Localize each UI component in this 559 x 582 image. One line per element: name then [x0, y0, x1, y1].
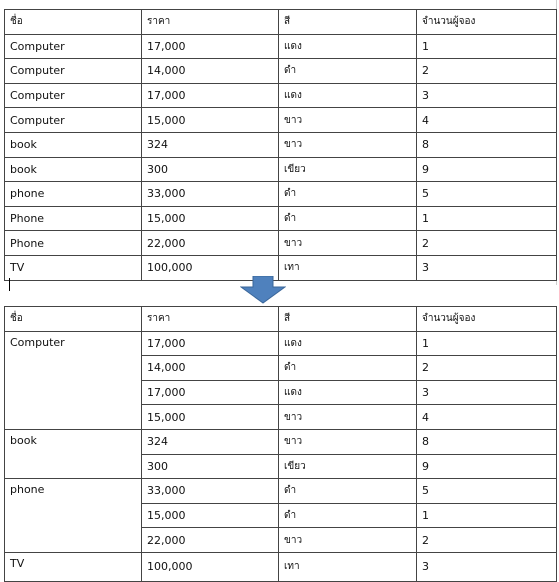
color-cell: ขาว [279, 231, 417, 256]
header-cell: ชื่อ [5, 307, 142, 332]
color-cell: เขียว [279, 454, 417, 479]
header-cell: ชื่อ [5, 10, 142, 35]
before-header-row [5, 10, 557, 35]
table-row [5, 231, 557, 256]
header-cell: สี [279, 10, 417, 35]
color-cell: เทา [279, 255, 417, 280]
color-cell: ดำ [279, 356, 417, 381]
color-cell: ขาว [279, 528, 417, 553]
color-cell: เทา [279, 552, 417, 581]
price-cell: 300 [142, 454, 279, 479]
count-cell: 2 [417, 231, 557, 256]
name-cell: TV [5, 255, 142, 280]
table-row [5, 206, 557, 231]
color-cell: ดำ [279, 206, 417, 231]
count-cell: 2 [417, 528, 557, 553]
table-row [5, 331, 557, 356]
merged-name-cell: Computer [5, 331, 142, 429]
header-cell: จำนวนผู้จอง [417, 10, 557, 35]
color-cell: ขาว [279, 108, 417, 133]
count-cell: 8 [417, 132, 557, 157]
price-cell: 15,000 [142, 405, 279, 430]
color-cell: ขาว [279, 429, 417, 454]
count-cell: 1 [417, 206, 557, 231]
name-cell: Computer [5, 108, 142, 133]
count-cell: 1 [417, 34, 557, 59]
name-cell: Phone [5, 231, 142, 256]
header-cell: สี [279, 307, 417, 332]
count-cell: 3 [417, 552, 557, 581]
count-cell: 5 [417, 479, 557, 504]
name-cell: Computer [5, 83, 142, 108]
name-cell: Computer [5, 59, 142, 84]
count-cell: 2 [417, 59, 557, 84]
price-cell: 17,000 [142, 83, 279, 108]
name-cell: Phone [5, 206, 142, 231]
table-row [5, 34, 557, 59]
color-cell: ขาว [279, 132, 417, 157]
price-cell: 100,000 [142, 552, 279, 581]
after-header-row [5, 307, 557, 332]
price-cell: 33,000 [142, 182, 279, 207]
table-row [5, 182, 557, 207]
table-row [5, 132, 557, 157]
merged-name-cell: book [5, 429, 142, 478]
color-cell: ขาว [279, 405, 417, 430]
name-cell: Computer [5, 34, 142, 59]
table-row [5, 157, 557, 182]
color-cell: แดง [279, 331, 417, 356]
header-cell: ราคา [142, 307, 279, 332]
table-after [4, 306, 557, 582]
price-cell: 17,000 [142, 331, 279, 356]
name-cell: phone [5, 182, 142, 207]
count-cell: 4 [417, 405, 557, 430]
price-cell: 15,000 [142, 108, 279, 133]
count-cell: 9 [417, 157, 557, 182]
count-cell: 3 [417, 380, 557, 405]
count-cell: 1 [417, 331, 557, 356]
color-cell: ดำ [279, 479, 417, 504]
color-cell: แดง [279, 34, 417, 59]
price-cell: 17,000 [142, 34, 279, 59]
price-cell: 17,000 [142, 380, 279, 405]
table-row [5, 429, 557, 454]
count-cell: 5 [417, 182, 557, 207]
color-cell: ดำ [279, 503, 417, 528]
price-cell: 22,000 [142, 528, 279, 553]
table-before [4, 9, 557, 281]
count-cell: 9 [417, 454, 557, 479]
table-row [5, 479, 557, 504]
count-cell: 1 [417, 503, 557, 528]
price-cell: 33,000 [142, 479, 279, 504]
table-row [5, 59, 557, 84]
price-cell: 324 [142, 429, 279, 454]
price-cell: 300 [142, 157, 279, 182]
name-cell: book [5, 157, 142, 182]
color-cell: ดำ [279, 182, 417, 207]
count-cell: 3 [417, 83, 557, 108]
down-arrow-icon [240, 276, 286, 304]
merged-name-cell: phone [5, 479, 142, 553]
price-cell: 324 [142, 132, 279, 157]
price-cell: 14,000 [142, 59, 279, 84]
price-cell: 15,000 [142, 206, 279, 231]
color-cell: เขียว [279, 157, 417, 182]
count-cell: 8 [417, 429, 557, 454]
name-cell: book [5, 132, 142, 157]
count-cell: 4 [417, 108, 557, 133]
color-cell: แดง [279, 83, 417, 108]
color-cell: แดง [279, 380, 417, 405]
price-cell: 14,000 [142, 356, 279, 381]
count-cell: 2 [417, 356, 557, 381]
text-cursor [9, 278, 10, 291]
price-cell: 100,000 [142, 255, 279, 280]
price-cell: 22,000 [142, 231, 279, 256]
merged-name-cell: TV [5, 552, 142, 581]
header-cell: ราคา [142, 10, 279, 35]
header-cell: จำนวนผู้จอง [417, 307, 557, 332]
table-row [5, 552, 557, 581]
count-cell: 3 [417, 255, 557, 280]
table-row [5, 83, 557, 108]
color-cell: ดำ [279, 59, 417, 84]
price-cell: 15,000 [142, 503, 279, 528]
table-row [5, 108, 557, 133]
